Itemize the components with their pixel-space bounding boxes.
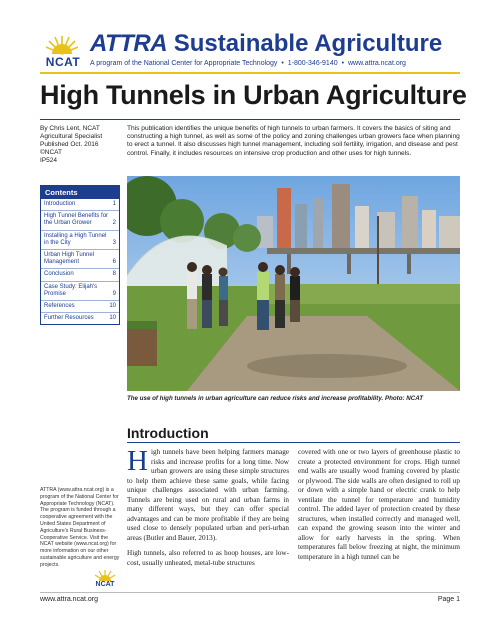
drop-cap: H	[127, 445, 148, 477]
toc-item[interactable]	[41, 250, 119, 269]
footer-divider	[40, 592, 460, 593]
tagline-sep: •	[281, 60, 284, 67]
tagline-sep: •	[341, 60, 345, 67]
contents-heading: Contents	[41, 186, 119, 199]
intro-paragraph-2: High tunnels, also referred to as hoop houses, are low-cost, usually unheated, metal-tube structures	[127, 549, 289, 567]
toc-label: Urban High Tunnel Management	[44, 252, 95, 266]
author-meta	[40, 125, 120, 165]
small-logo-text: NCAT	[95, 581, 115, 588]
publication-code: IP524	[40, 157, 57, 164]
tagline-phone: 1-800-346-9140	[287, 60, 338, 67]
section-heading: Introduction	[127, 425, 209, 441]
brand-rest: Sustainable Agriculture	[173, 30, 443, 57]
toc-item[interactable]	[41, 301, 119, 313]
copyright: ©NCAT	[40, 149, 63, 156]
footer-url[interactable]: www.attra.ncat.org	[40, 596, 98, 603]
toc-item[interactable]	[41, 282, 119, 301]
toc-item[interactable]	[41, 313, 119, 324]
table-of-contents	[40, 185, 120, 325]
toc-page: 1	[112, 201, 116, 207]
ncat-logo	[40, 34, 84, 74]
photo-illustration	[127, 176, 460, 391]
toc-page: 3	[112, 239, 116, 246]
toc-item[interactable]	[41, 269, 119, 281]
toc-page: 10	[109, 303, 116, 310]
page-title: High Tunnels in Urban Agriculture	[40, 80, 467, 110]
toc-page: 6	[112, 259, 116, 266]
toc-label: Introduction	[44, 201, 76, 207]
photo-caption: The use of high tunnels in urban agriculture can reduce risks and increase profitability. Photo: NCAT	[127, 395, 424, 402]
toc-label: Installing a High Tunnel in the City	[44, 232, 107, 246]
body-column-2	[298, 448, 460, 568]
toc-label: References	[44, 303, 75, 310]
brand-attra: ATTRA	[90, 30, 168, 57]
author-role: Agricultural Specialist	[40, 133, 103, 140]
tagline-url: www.attra.ncat.org	[347, 60, 406, 67]
masthead	[90, 31, 442, 57]
logo-text: NCAT	[45, 55, 81, 69]
ncat-small-logo	[92, 569, 118, 591]
toc-label: Conclusion	[44, 271, 74, 278]
small-sun-icon	[95, 569, 115, 581]
toc-page: 10	[109, 315, 116, 322]
header-divider	[40, 72, 460, 74]
toc-item[interactable]	[41, 231, 119, 250]
toc-page: 8	[112, 271, 116, 278]
sun-icon	[46, 34, 78, 56]
published-date: Published Oct. 2016	[40, 141, 99, 148]
summary-paragraph: This publication identifies the unique benefits of high tunnels to urban farmers. It covers the basics of siting and constructing a high tunnel, as well as some of the policy and zoning challenges urban growers face when planning to erect a tunnel. It also discusses high tunnel management, including soil fertility, irrigation, and disease and pest control. Finally, it includes resources on intensive crop production and other uses for high tunnels.	[127, 125, 460, 157]
page-number: Page 1	[437, 596, 460, 603]
toc-page: 9	[112, 290, 116, 297]
intro-paragraph-1-text: igh tunnels have been helping farmers manage risks and increase profits for a long time. Now urban growers are using these simple structures to help them achieve these same goals, while facing unique challenges associated with urban farming. Tunnels are being used on rural and urban farms in many different ways, but they can offer special advantages and can be more profitable if they are being used close to densely populated urban and peri-urban areas (Butler and Bauer, 2013).	[127, 448, 289, 542]
body-column-1	[127, 445, 289, 574]
toc-item[interactable]	[41, 211, 119, 230]
tagline-org: A program of the National Center for Appropriate Technology	[90, 60, 278, 67]
title-divider	[40, 119, 460, 120]
author: By Chris Lent, NCAT	[40, 125, 100, 132]
toc-label: High Tunnel Benefits for the Urban Grower	[44, 213, 109, 227]
urban-farm-photo	[127, 176, 460, 391]
toc-label: Further Resources	[44, 315, 94, 322]
toc-item[interactable]	[41, 199, 119, 211]
section-divider	[127, 442, 460, 443]
attra-side-note: ATTRA (www.attra.ncat.org) is a program of the National Center for Appropriate Technology (NCAT). The program is funded through a cooperative agreement with the United States Department of Agriculture's Rural Business-Cooperative Service. Visit the NCAT website (www.ncat.org) for more information on our other sustainable agriculture and energy projects.	[40, 487, 120, 568]
intro-paragraph-3: covered with one or two layers of greenhouse plastic to create a protected environment for crops. High tunnel end walls are usually wood framing covered by plastic or plywood. The side walls are often designed to roll up or down with a simple hand or electric crank to help ventilate the tunnel for temperature and humidity control. The added layer of protection created by these structures, when installed correctly and managed well, can expand the growing season into the winter and allow for early harvests in the spring. When temperatures fall below freezing at night, the minimum temperature in a high tunnel can be	[298, 448, 460, 561]
tagline	[90, 60, 408, 67]
toc-label: Case Study: Elijah's Promise	[44, 283, 98, 297]
toc-page: 2	[112, 220, 116, 227]
intro-paragraph-1	[127, 445, 289, 543]
